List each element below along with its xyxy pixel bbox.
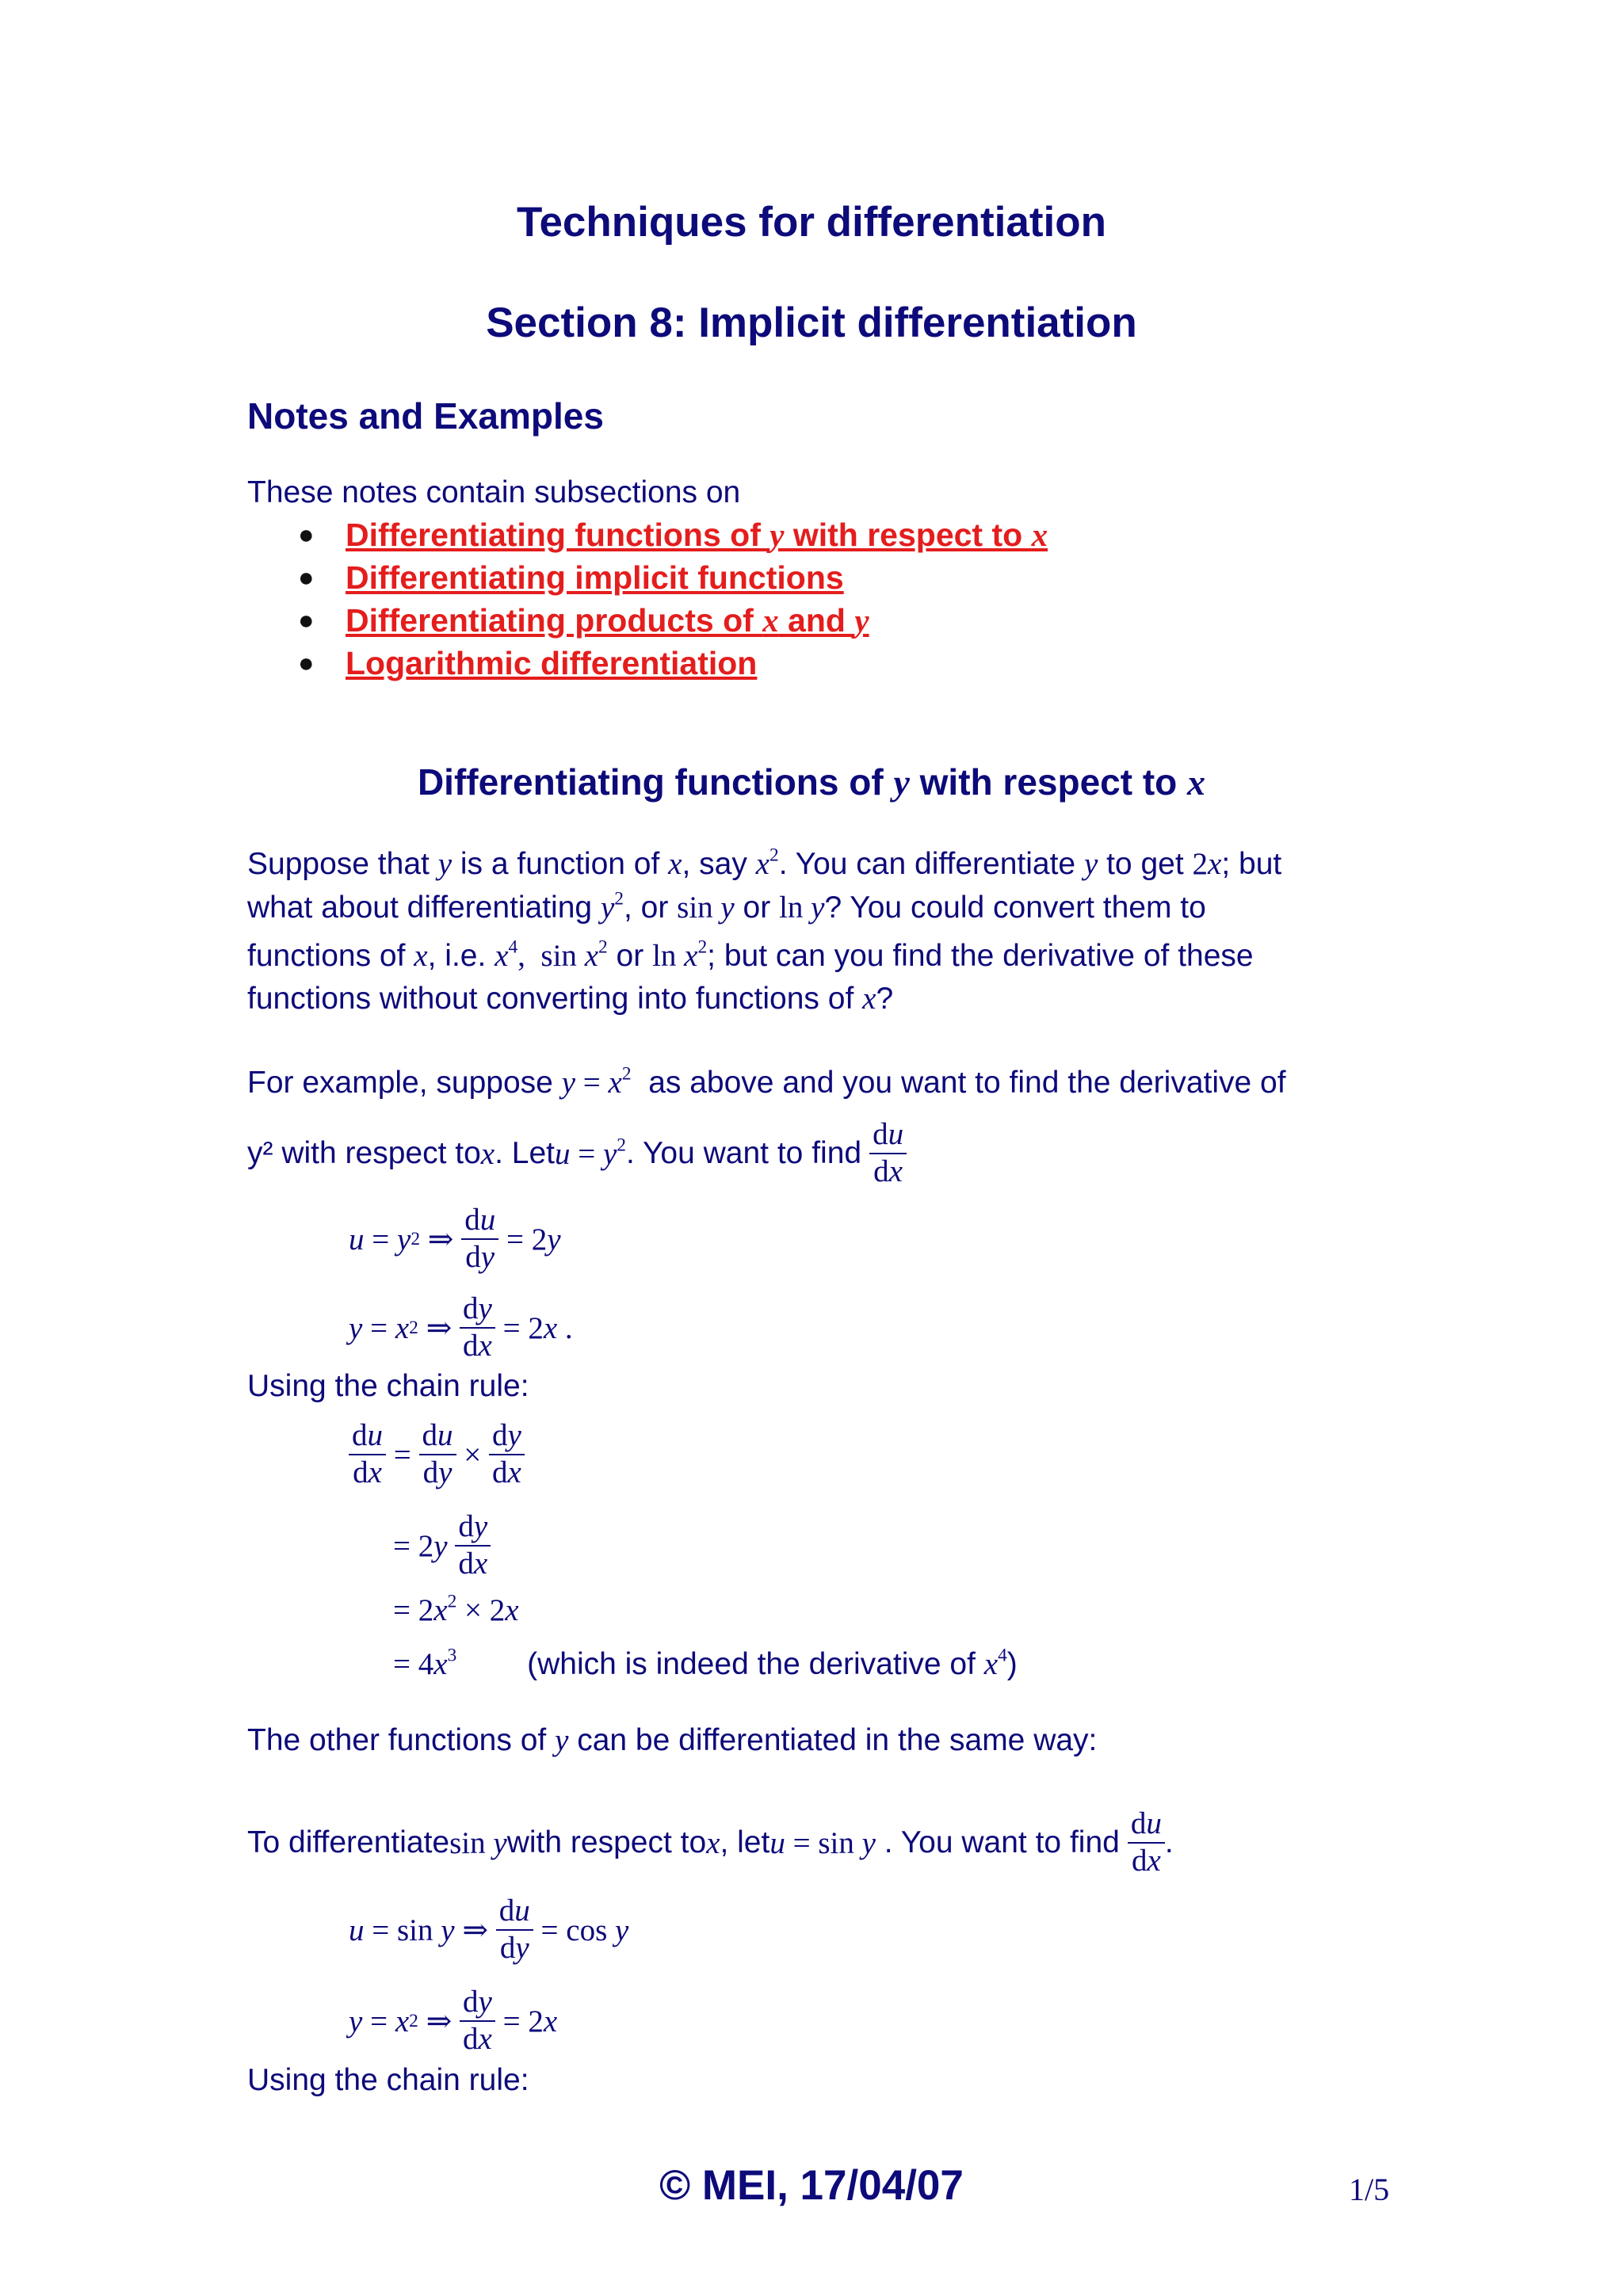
document-title: Techniques for differentiation — [517, 199, 1106, 246]
paragraph-line: functions of x, i.e. $x^4$, $\sin x^2$ or $\ln x^2$; but can you find the derivative of these — [247, 936, 1254, 973]
equation: $\frac{du}{dx}$ = $\frac{du}{dy}$ × $\frac{dy}{dx}$ — [349, 1410, 525, 1499]
paragraph-line: For example, suppose $y = x^2$ as above and you want to find the derivative of — [247, 1063, 1286, 1100]
footer-copyright: © MEI, 17/04/07 — [659, 2162, 964, 2209]
list-item — [247, 642, 1048, 685]
equation: = 2 y $\frac{dy}{dx}$ — [393, 1501, 491, 1590]
bullet-icon: ● — [298, 520, 315, 550]
intro-text: These notes contain subsections on — [247, 475, 741, 509]
equation: u = y 2 ⇒ $\frac{du}{dy}$ = 2 y — [349, 1203, 561, 1274]
list-item — [247, 556, 1048, 599]
page-number: 1/5 — [1349, 2172, 1390, 2207]
toc-link-implicit-functions[interactable]: Differentiating implicit functions — [346, 559, 844, 596]
bullet-icon: ● — [298, 605, 315, 635]
equation: y = x 2 ⇒ $\frac{dy}{dx}$ = 2 x . — [349, 1291, 573, 1363]
toc-link-products-x-y[interactable]: Differentiating products of x and y — [346, 602, 869, 639]
paragraph-line: To differentiate sin y with respect to x , let u = sin y . You want to find $\frac{du}{dx}$ . — [247, 1806, 1174, 1878]
list-item — [247, 599, 1048, 642]
chain-rule-label: Using the chain rule: — [247, 2063, 529, 2097]
toc-link-functions-of-y[interactable]: Differentiating functions of y with respect to x — [346, 517, 1048, 553]
equation: u = sin y ⇒ $\frac{du}{dy}$ = cos y — [349, 1894, 629, 1965]
toc-link-logarithmic[interactable]: Logarithmic differentiation — [346, 645, 758, 681]
subsection-list — [247, 513, 1048, 685]
paragraph-line: The other functions of y can be differentiated in the same way: — [247, 1723, 1098, 1757]
notes-heading: Notes and Examples — [247, 395, 604, 437]
chain-rule-label: Using the chain rule: — [247, 1369, 529, 1403]
section-title: Section 8: Implicit differentiation — [486, 299, 1137, 346]
paragraph-line: Suppose that y is a function of x, say $x^2$. You can differentiate y to get 2x; but — [247, 845, 1282, 881]
paragraph-line: y² with respect to x . Let $u = y^2$ . You want to find $\frac{du}{dx}$ — [247, 1109, 907, 1198]
subsection-heading: Differentiating functions of y with respect to x — [417, 761, 1206, 803]
paragraph-line: what about differentiating $y^2$, or sin y or ln y? You could convert them to — [247, 888, 1206, 925]
equation: = $4x^3$ (which is indeed the derivative of $x^4$) — [393, 1645, 1018, 1681]
equation: = $2x^2 \times 2x$ — [393, 1591, 519, 1627]
paragraph-line: functions without converting into functions of x? — [247, 982, 894, 1016]
list-item — [247, 513, 1048, 556]
bullet-icon: ● — [298, 563, 315, 593]
bullet-icon: ● — [298, 648, 315, 678]
equation: y = x 2 ⇒ $\frac{dy}{dx}$ = 2 x — [349, 1985, 558, 2056]
